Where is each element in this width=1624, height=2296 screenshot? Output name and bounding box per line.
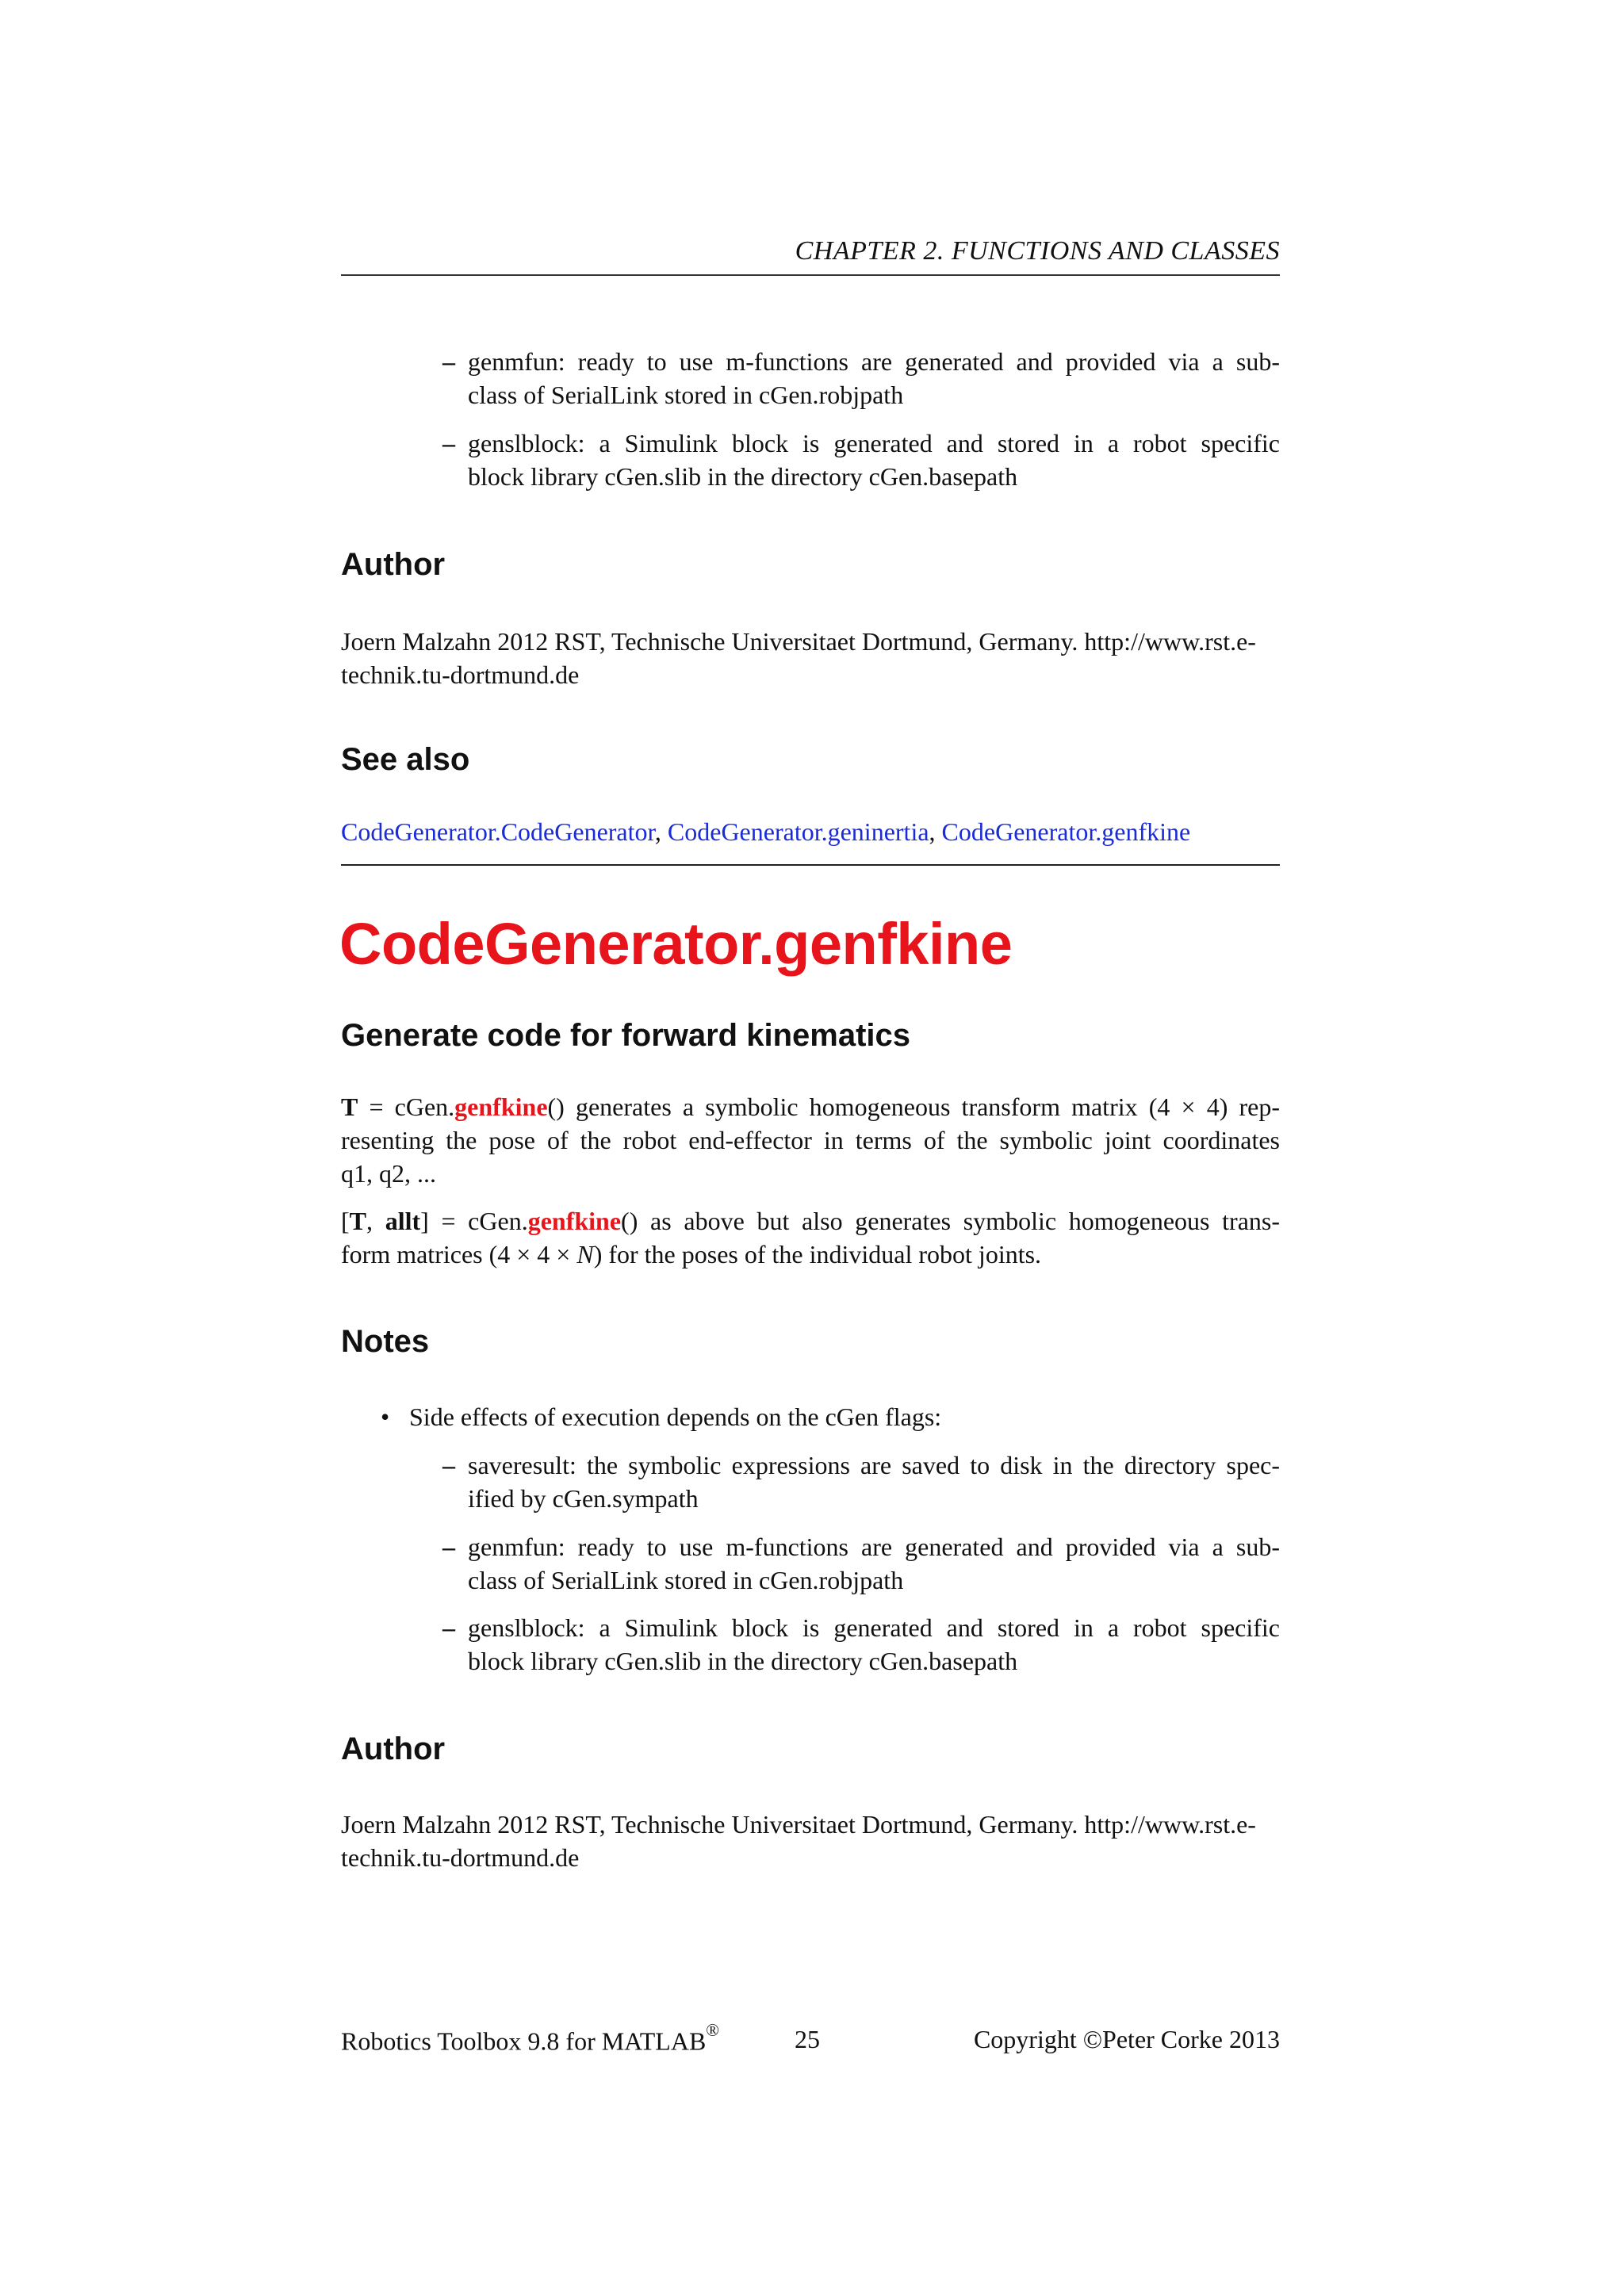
author-heading: Author: [341, 547, 446, 582]
author-text: [341, 1808, 1312, 1874]
copyright-symbol: ©: [1082, 2025, 1103, 2053]
link-geninertia[interactable]: CodeGenerator.geninertia: [667, 817, 929, 846]
see-also-heading: See also: [341, 742, 470, 777]
section-subtitle: Generate code for forward kinematics: [341, 1018, 911, 1053]
desc-text: () as above but also generates symbolic homogeneous trans-: [621, 1207, 1281, 1235]
desc-text: form matrices (4 × 4 ×: [341, 1240, 577, 1269]
author-text: [341, 625, 1312, 691]
dash-marker: –: [442, 1613, 455, 1642]
return-value-t: T: [341, 1093, 358, 1121]
footer-title: Robotics Toolbox 9.8 for MATLAB: [341, 2026, 707, 2056]
author-heading: Author: [341, 1732, 446, 1766]
author-line: technik.tu-dortmund.de: [341, 1843, 580, 1872]
notes-bullet-text: Side effects of execution depends on the cGen flags:: [409, 1402, 942, 1431]
description-2: [341, 1204, 1280, 1271]
desc-line: [341, 1238, 1280, 1271]
list-item: [442, 1448, 1280, 1515]
dash-marker: –: [442, 1533, 455, 1561]
notes-heading: Notes: [341, 1324, 430, 1359]
copyright-holder: Peter Corke 2013: [1102, 2025, 1280, 2053]
footer-right: [944, 2025, 1280, 2054]
list-item: [442, 1530, 1280, 1597]
section-title: CodeGenerator.genfkine: [339, 911, 1013, 977]
author-line: technik.tu-dortmund.de: [341, 660, 580, 689]
list-item: [442, 1611, 1280, 1678]
list-item-line: block library cGen.slib in the directory cGen.basepath: [468, 462, 1018, 491]
list-item: [442, 427, 1280, 493]
section-rule: [341, 864, 1280, 866]
list-item-line: block library cGen.slib in the directory cGen.basepath: [468, 1647, 1018, 1675]
desc-text: ] = cGen.: [420, 1207, 528, 1235]
header-rule: [341, 274, 1280, 276]
notes-bullet: [381, 1400, 1281, 1433]
page-number: 25: [795, 2025, 820, 2053]
desc-line: [341, 1090, 1280, 1123]
list-item-line: class of SerialLink stored in cGen.robjpath: [468, 1566, 904, 1594]
registered-mark: ®: [706, 2020, 719, 2040]
copyright-label: Copyright: [973, 2025, 1083, 2053]
link-separator: ,: [654, 817, 668, 846]
desc-text: [: [341, 1207, 350, 1235]
desc-line: [341, 1204, 1280, 1238]
link-separator: ,: [929, 817, 942, 846]
author-line: Joern Malzahn 2012 RST, Technische Universitaet Dortmund, Germany. http://www.rst.e-: [341, 1810, 1256, 1839]
list-item-line: genslblock: a Simulink block is generated and stored in a robot specific: [468, 1613, 1280, 1642]
return-value-allt: allt: [385, 1207, 421, 1235]
list-item-line: genmfun: ready to use m-functions are generated and provided via a sub-: [468, 347, 1280, 376]
footer-left: [341, 2020, 719, 2057]
function-name: genfkine: [527, 1207, 622, 1235]
dash-marker: –: [442, 1451, 455, 1479]
author-line: Joern Malzahn 2012 RST, Technische Universitaet Dortmund, Germany. http://www.rst.e-: [341, 627, 1256, 656]
list-item-line: class of SerialLink stored in cGen.robjpath: [468, 381, 904, 409]
list-item-line: saveresult: the symbolic expressions are saved to disk in the directory spec-: [468, 1451, 1280, 1479]
desc-line: resenting the pose of the robot end-effector in terms of the symbolic joint coordinates: [341, 1126, 1280, 1154]
desc-text: ) for the poses of the individual robot joints.: [593, 1240, 1042, 1269]
link-codegenerator[interactable]: CodeGenerator.CodeGenerator: [341, 817, 655, 846]
math-n: N: [576, 1240, 594, 1269]
desc-line: q1, q2, ...: [341, 1159, 436, 1188]
bullet-marker: •: [381, 1402, 390, 1431]
link-genfkine[interactable]: CodeGenerator.genfkine: [941, 817, 1191, 846]
list-item-line: ified by cGen.sympath: [468, 1484, 699, 1513]
list-item-line: genmfun: ready to use m-functions are generated and provided via a sub-: [468, 1533, 1280, 1561]
desc-text: () generates a symbolic homogeneous transform matrix (4 × 4) rep-: [547, 1093, 1281, 1121]
desc-text: = cGen.: [358, 1093, 455, 1121]
return-value-t: T: [349, 1207, 366, 1235]
description-1: [341, 1090, 1280, 1190]
function-name: genfkine: [454, 1093, 548, 1121]
list-item-line: genslblock: a Simulink block is generated and stored in a robot specific: [468, 429, 1280, 457]
dash-marker: –: [442, 347, 455, 376]
list-item: [442, 345, 1280, 411]
see-also-links: [341, 815, 1293, 848]
running-head: CHAPTER 2. FUNCTIONS AND CLASSES: [795, 236, 1280, 266]
desc-text: ,: [366, 1207, 385, 1235]
dash-marker: –: [442, 429, 455, 457]
